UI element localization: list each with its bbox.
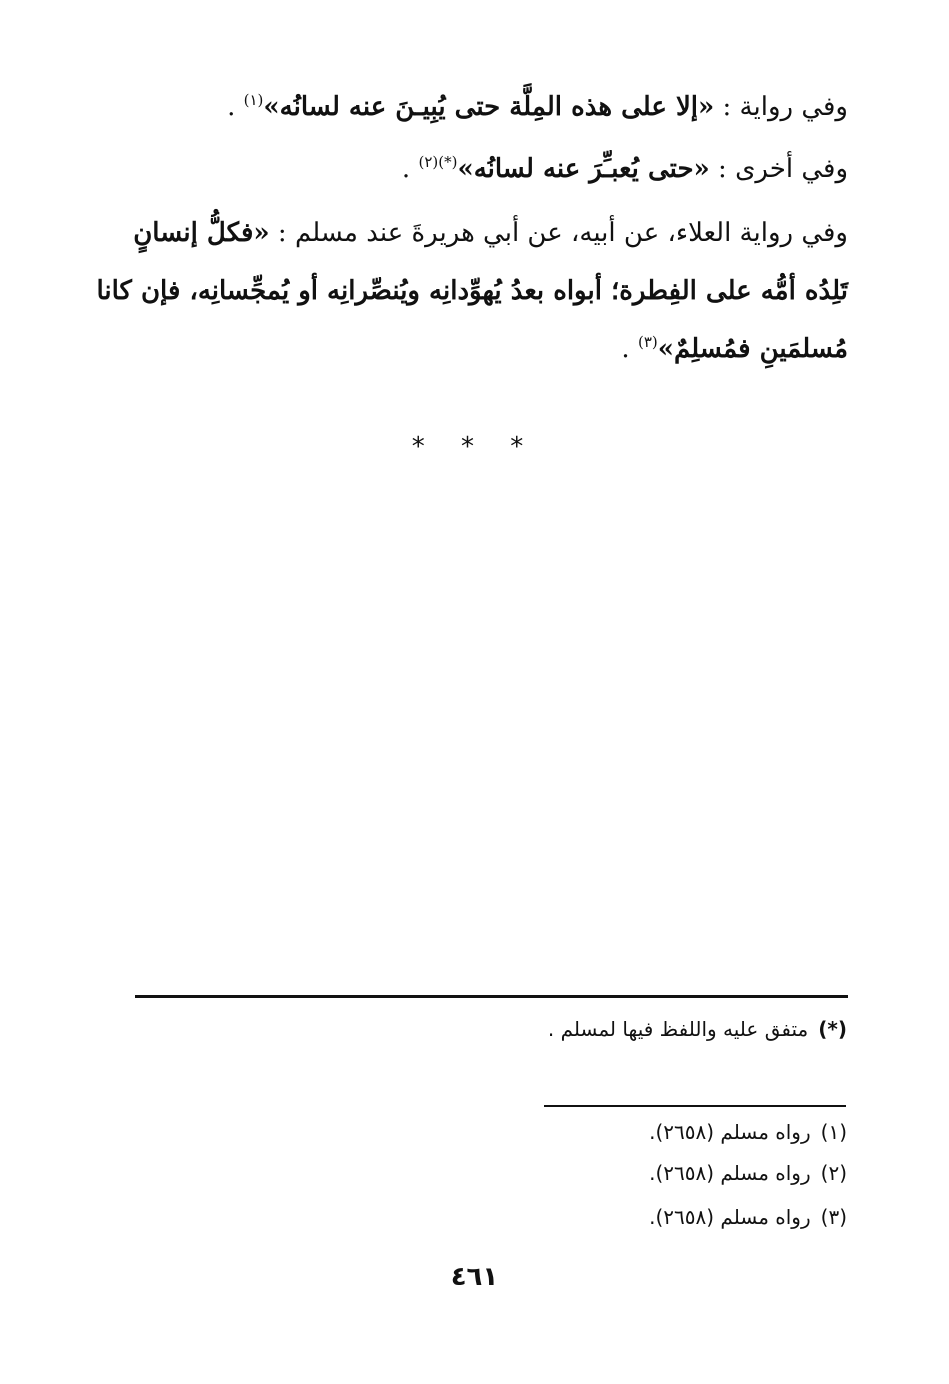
paragraph-riwaya-3 bbox=[96, 204, 848, 378]
intro-text: وفي رواية العلاء، عن أبيه، عن أبي هريرةَ عند مسلم : bbox=[269, 218, 848, 248]
text-line bbox=[135, 138, 848, 200]
text-line-2: تَلِدُه أمُّه على الفِطرة؛ أبواه بعدُ يُهوِّدانِه ويُنصِّرانِه أو يُمجِّسانِه، فإن كانا bbox=[96, 276, 848, 306]
footnote-marker: (٣) bbox=[820, 1205, 847, 1229]
hadith-quote-start: «فكلُّ إنسانٍ bbox=[133, 218, 270, 248]
footnote-text: رواه مسلم (٢٦٥٨). bbox=[649, 1120, 811, 1144]
hadith-quote: «إلا على هذه المِلَّة حتى يُبِيـنَ عنه لسانُه» bbox=[263, 92, 715, 122]
footnote-marker: (٢) bbox=[820, 1161, 847, 1185]
footnote-marker: (*) bbox=[818, 1017, 847, 1041]
footnote-text: متفق عليه واللفظ فيها لمسلم . bbox=[547, 1017, 809, 1041]
intro-text: وفي أخرى : bbox=[709, 154, 848, 184]
paragraph-riwaya-1 bbox=[135, 76, 848, 138]
hadith-quote: «حتى يُعبـِّرَ عنه لسانُه» bbox=[457, 154, 710, 184]
footnote-short-divider bbox=[544, 1105, 846, 1107]
footnote-text: رواه مسلم (٢٦٥٨). bbox=[649, 1161, 811, 1185]
footnote-1 bbox=[649, 1117, 847, 1147]
footnote-ref: (٣) bbox=[637, 333, 658, 351]
period: . bbox=[621, 334, 638, 364]
footnote-text: رواه مسلم (٢٦٥٨). bbox=[649, 1205, 811, 1229]
footnote-ref: (١) bbox=[243, 91, 264, 109]
intro-text: وفي رواية : bbox=[714, 92, 848, 122]
footnote-star bbox=[548, 1014, 847, 1044]
text-line bbox=[135, 76, 848, 138]
text-line-1 bbox=[135, 204, 848, 262]
footnote-ref: (*)(٢) bbox=[418, 153, 458, 171]
text-line-3 bbox=[135, 320, 848, 378]
period: . bbox=[227, 92, 244, 122]
section-separator: * * * bbox=[411, 432, 538, 462]
hadith-quote-end: مُسلمَينِ فمُسلِمٌ» bbox=[657, 334, 848, 364]
period: . bbox=[401, 154, 419, 184]
footnote-2 bbox=[649, 1158, 847, 1188]
footnote-marker: (١) bbox=[820, 1120, 847, 1144]
footnote-3 bbox=[649, 1202, 847, 1232]
footnote-divider bbox=[135, 995, 848, 998]
page-number: ٤٦١ bbox=[450, 1262, 499, 1292]
paragraph-riwaya-2 bbox=[135, 138, 848, 200]
